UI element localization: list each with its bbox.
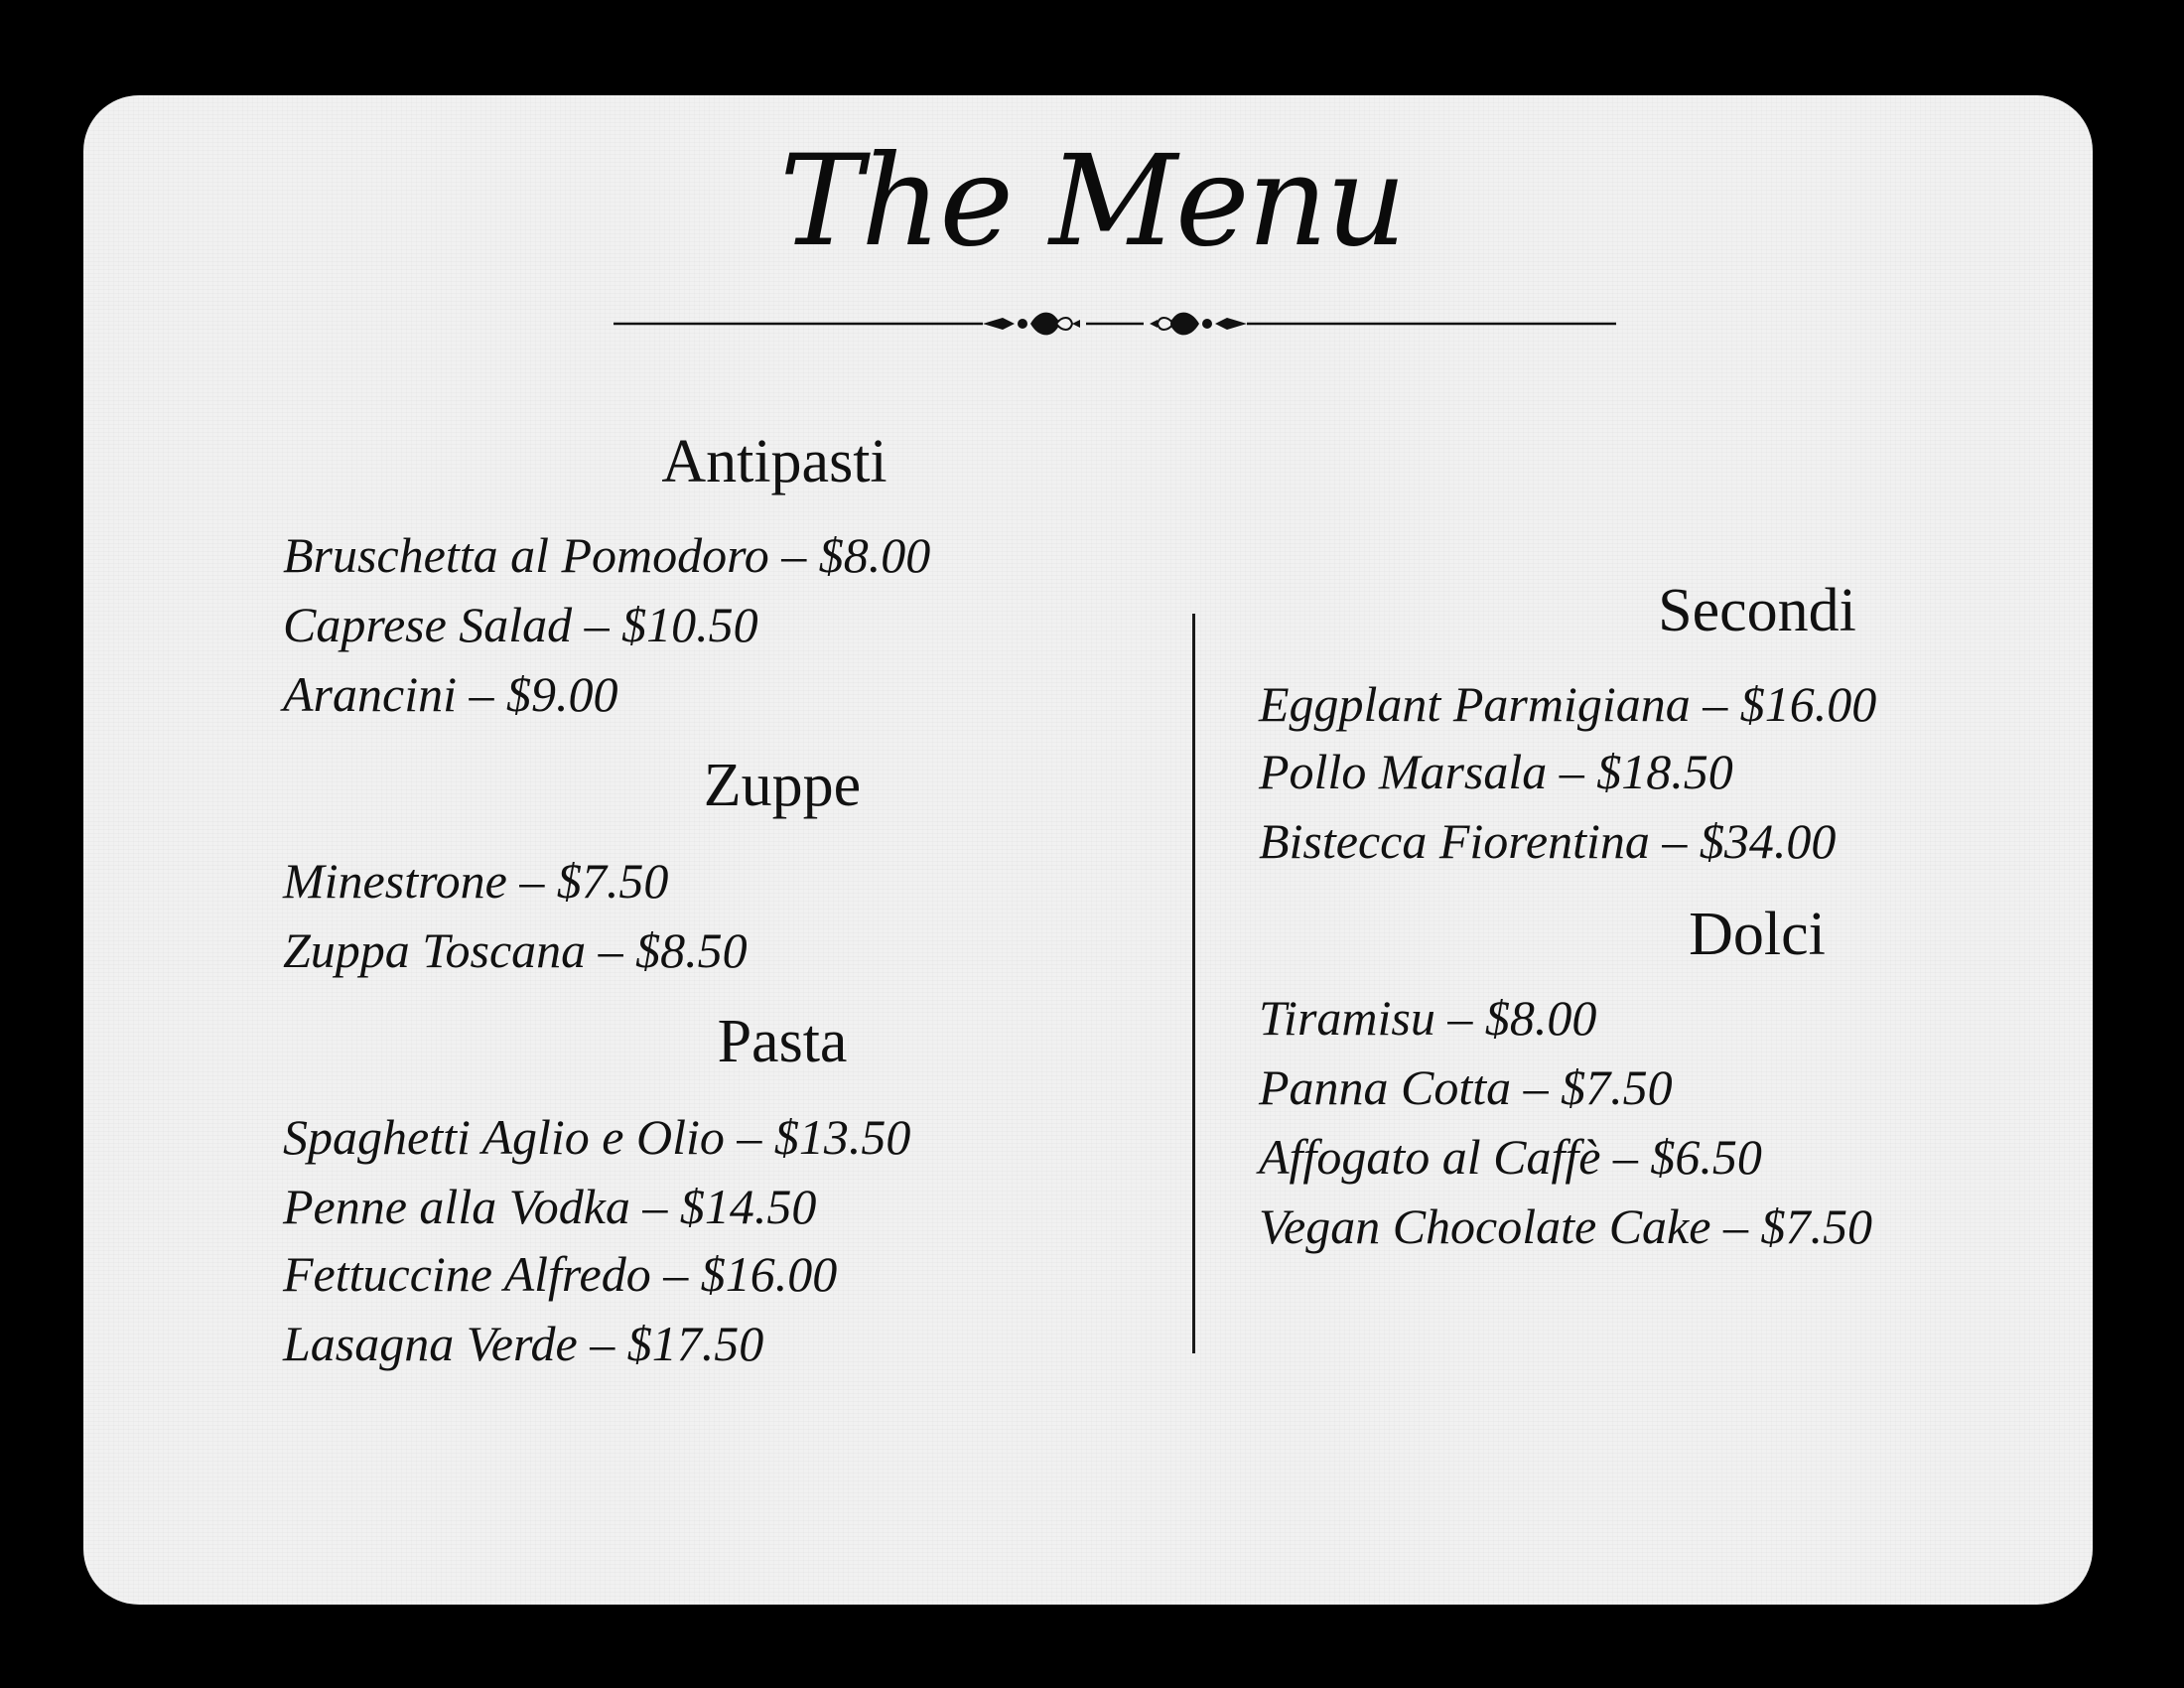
menu-item: Affogato al Caffè – $6.50 — [1259, 1129, 1762, 1185]
section-heading-dolci: Dolci — [1689, 901, 1826, 968]
menu-item: Pollo Marsala – $18.50 — [1259, 744, 1733, 799]
column-divider — [1192, 614, 1195, 1353]
menu-item: Vegan Chocolate Cake – $7.50 — [1259, 1198, 1872, 1254]
menu-title: The Menu — [779, 128, 1405, 274]
menu-item: Fettuccine Alfredo – $16.00 — [283, 1246, 838, 1302]
menu-item: Bruschetta al Pomodoro – $8.00 — [283, 527, 931, 583]
menu-item: Bistecca Fiorentina – $34.00 — [1259, 813, 1837, 869]
menu-item: Lasagna Verde – $17.50 — [283, 1316, 764, 1371]
menu-item: Arancini – $9.00 — [283, 666, 618, 722]
menu-item: Tiramisu – $8.00 — [1259, 990, 1597, 1046]
section-heading-secondi: Secondi — [1658, 577, 1856, 644]
menu-item: Eggplant Parmigiana – $16.00 — [1259, 676, 1877, 732]
section-heading-pasta: Pasta — [717, 1008, 848, 1075]
menu-item: Penne alla Vodka – $14.50 — [283, 1179, 817, 1234]
menu-item: Minestrone – $7.50 — [283, 853, 669, 909]
menu-item: Panna Cotta – $7.50 — [1259, 1059, 1673, 1115]
menu-item: Spaghetti Aglio e Olio – $13.50 — [283, 1109, 911, 1165]
menu-item: Caprese Salad – $10.50 — [283, 597, 758, 652]
section-heading-antipasti: Antipasti — [661, 428, 887, 495]
menu-item: Zuppa Toscana – $8.50 — [283, 922, 748, 978]
section-heading-zuppe: Zuppe — [703, 752, 862, 819]
ornamental-divider — [614, 304, 1616, 344]
